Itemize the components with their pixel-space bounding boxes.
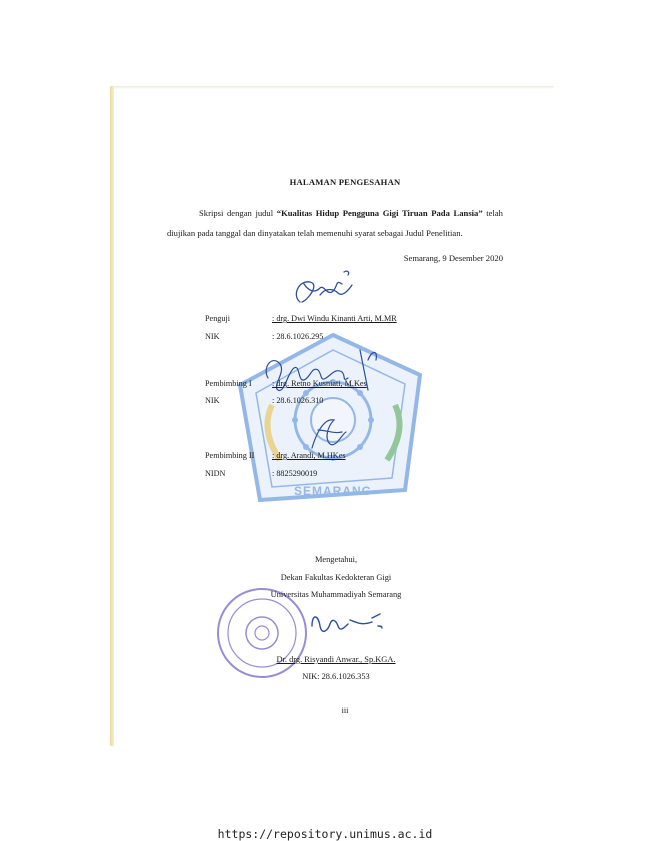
penguji-name: : drg. Dwi Windu Kinanti Arti, M.MR xyxy=(272,314,397,323)
pembimbing-1-id-label: NIK xyxy=(205,396,220,405)
dean-name: Dr. drg. Risyandi Anwar., Sp.KGA. xyxy=(276,655,396,664)
dean-position: Dekan Fakultas Kedokteran Gigi xyxy=(280,573,392,582)
repository-url: https://repository.unimus.ac.id xyxy=(217,827,433,841)
penguji-id-label: NIK xyxy=(205,332,220,341)
signature-dean xyxy=(312,614,382,631)
signature-pembimbing-2 xyxy=(312,420,346,448)
pembimbing-2-id-value: : 8825290019 xyxy=(272,469,318,478)
penguji-id-value: : 28.6.1026.295 xyxy=(272,332,324,341)
institution-name: Universitas Muhammadiyah Semarang xyxy=(270,590,402,599)
paragraph-rest: telah diujikan pada tanggal dan dinyatakan telah memenuhi syarat sebagai Judul Penelitian. xyxy=(167,208,503,238)
seal-text: SEMARANG xyxy=(293,484,373,498)
place-date: Semarang, 9 Desember 2020 xyxy=(403,253,503,263)
dean-nik: NIK: 28.6.1026.353 xyxy=(302,672,370,681)
pembimbing-2-name: : drg. Arandi, M.HKes xyxy=(272,451,346,460)
page-number: iii xyxy=(341,706,349,715)
pembimbing-1-name: : drg. Retno Kusniati, M.Kes xyxy=(272,379,367,388)
approval-paragraph xyxy=(167,204,503,243)
pembimbing-2-role: Pembimbing II xyxy=(205,451,255,460)
thesis-title: “Kualitas Hidup Pengguna Gigi Tiruan Pada Lansia” xyxy=(276,208,483,218)
pembimbing-1-role: Pembimbing I xyxy=(205,379,252,388)
page-title: HALAMAN PENGESAHAN xyxy=(289,177,401,187)
paragraph-lead: Skripsi dengan judul xyxy=(199,208,277,218)
pembimbing-2-id-label: NIDN xyxy=(205,469,226,478)
penguji-role: Penguji xyxy=(205,314,231,323)
signature-penguji xyxy=(296,271,352,302)
pembimbing-1-id-value: : 28.6.1026.310 xyxy=(272,396,324,405)
approval-label: Mengetahui, xyxy=(314,555,358,564)
